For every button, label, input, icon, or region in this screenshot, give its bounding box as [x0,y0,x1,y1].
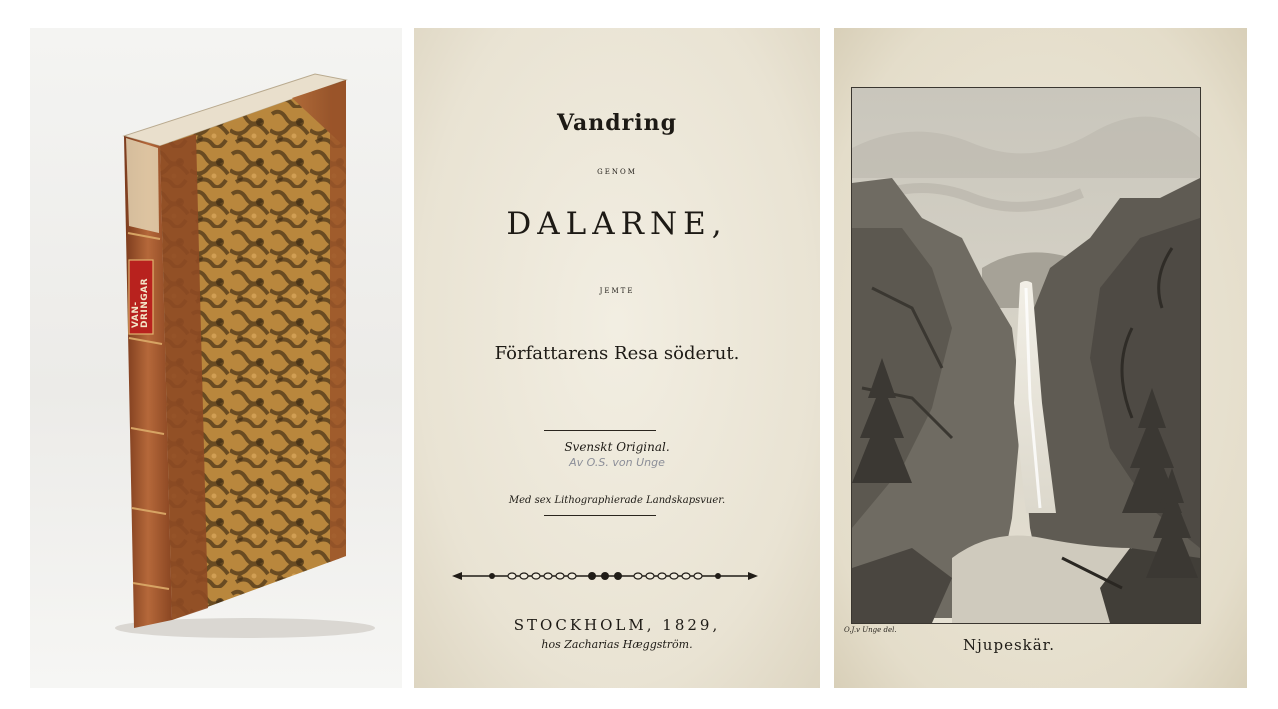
title-dalarne: DALARNE, [506,206,728,242]
book-illustration [30,28,402,688]
illustrations-note: Med sex Lithographierade Landskapsvuer. [508,495,726,506]
place-year: STOCKHOLM, 1829, [513,616,721,634]
artist-credit: O.J.v Unge del. [844,626,897,634]
title-jemte: JEMTE [599,287,635,295]
plate-caption: Njupeskär. [963,636,1055,654]
rule-bottom [544,515,656,516]
title-vandring: Vandring [556,110,677,136]
title-subtitle: Författarens Resa söderut. [494,343,740,364]
lithograph-plate [834,28,1247,688]
handwritten-attribution: Av O.S. von Unge [569,456,665,469]
ornamental-rule [452,568,758,584]
svenskt-original: Svenskt Original. [564,440,670,454]
publisher: hos Zacharias Hæggström. [541,638,693,651]
spine-label-text: VAN-DRINGAR [131,277,150,328]
book-photo [30,28,402,688]
title-genom: GENOM [597,168,637,176]
lithograph-image [851,87,1201,624]
rule-top [544,430,656,431]
title-page [414,28,820,688]
